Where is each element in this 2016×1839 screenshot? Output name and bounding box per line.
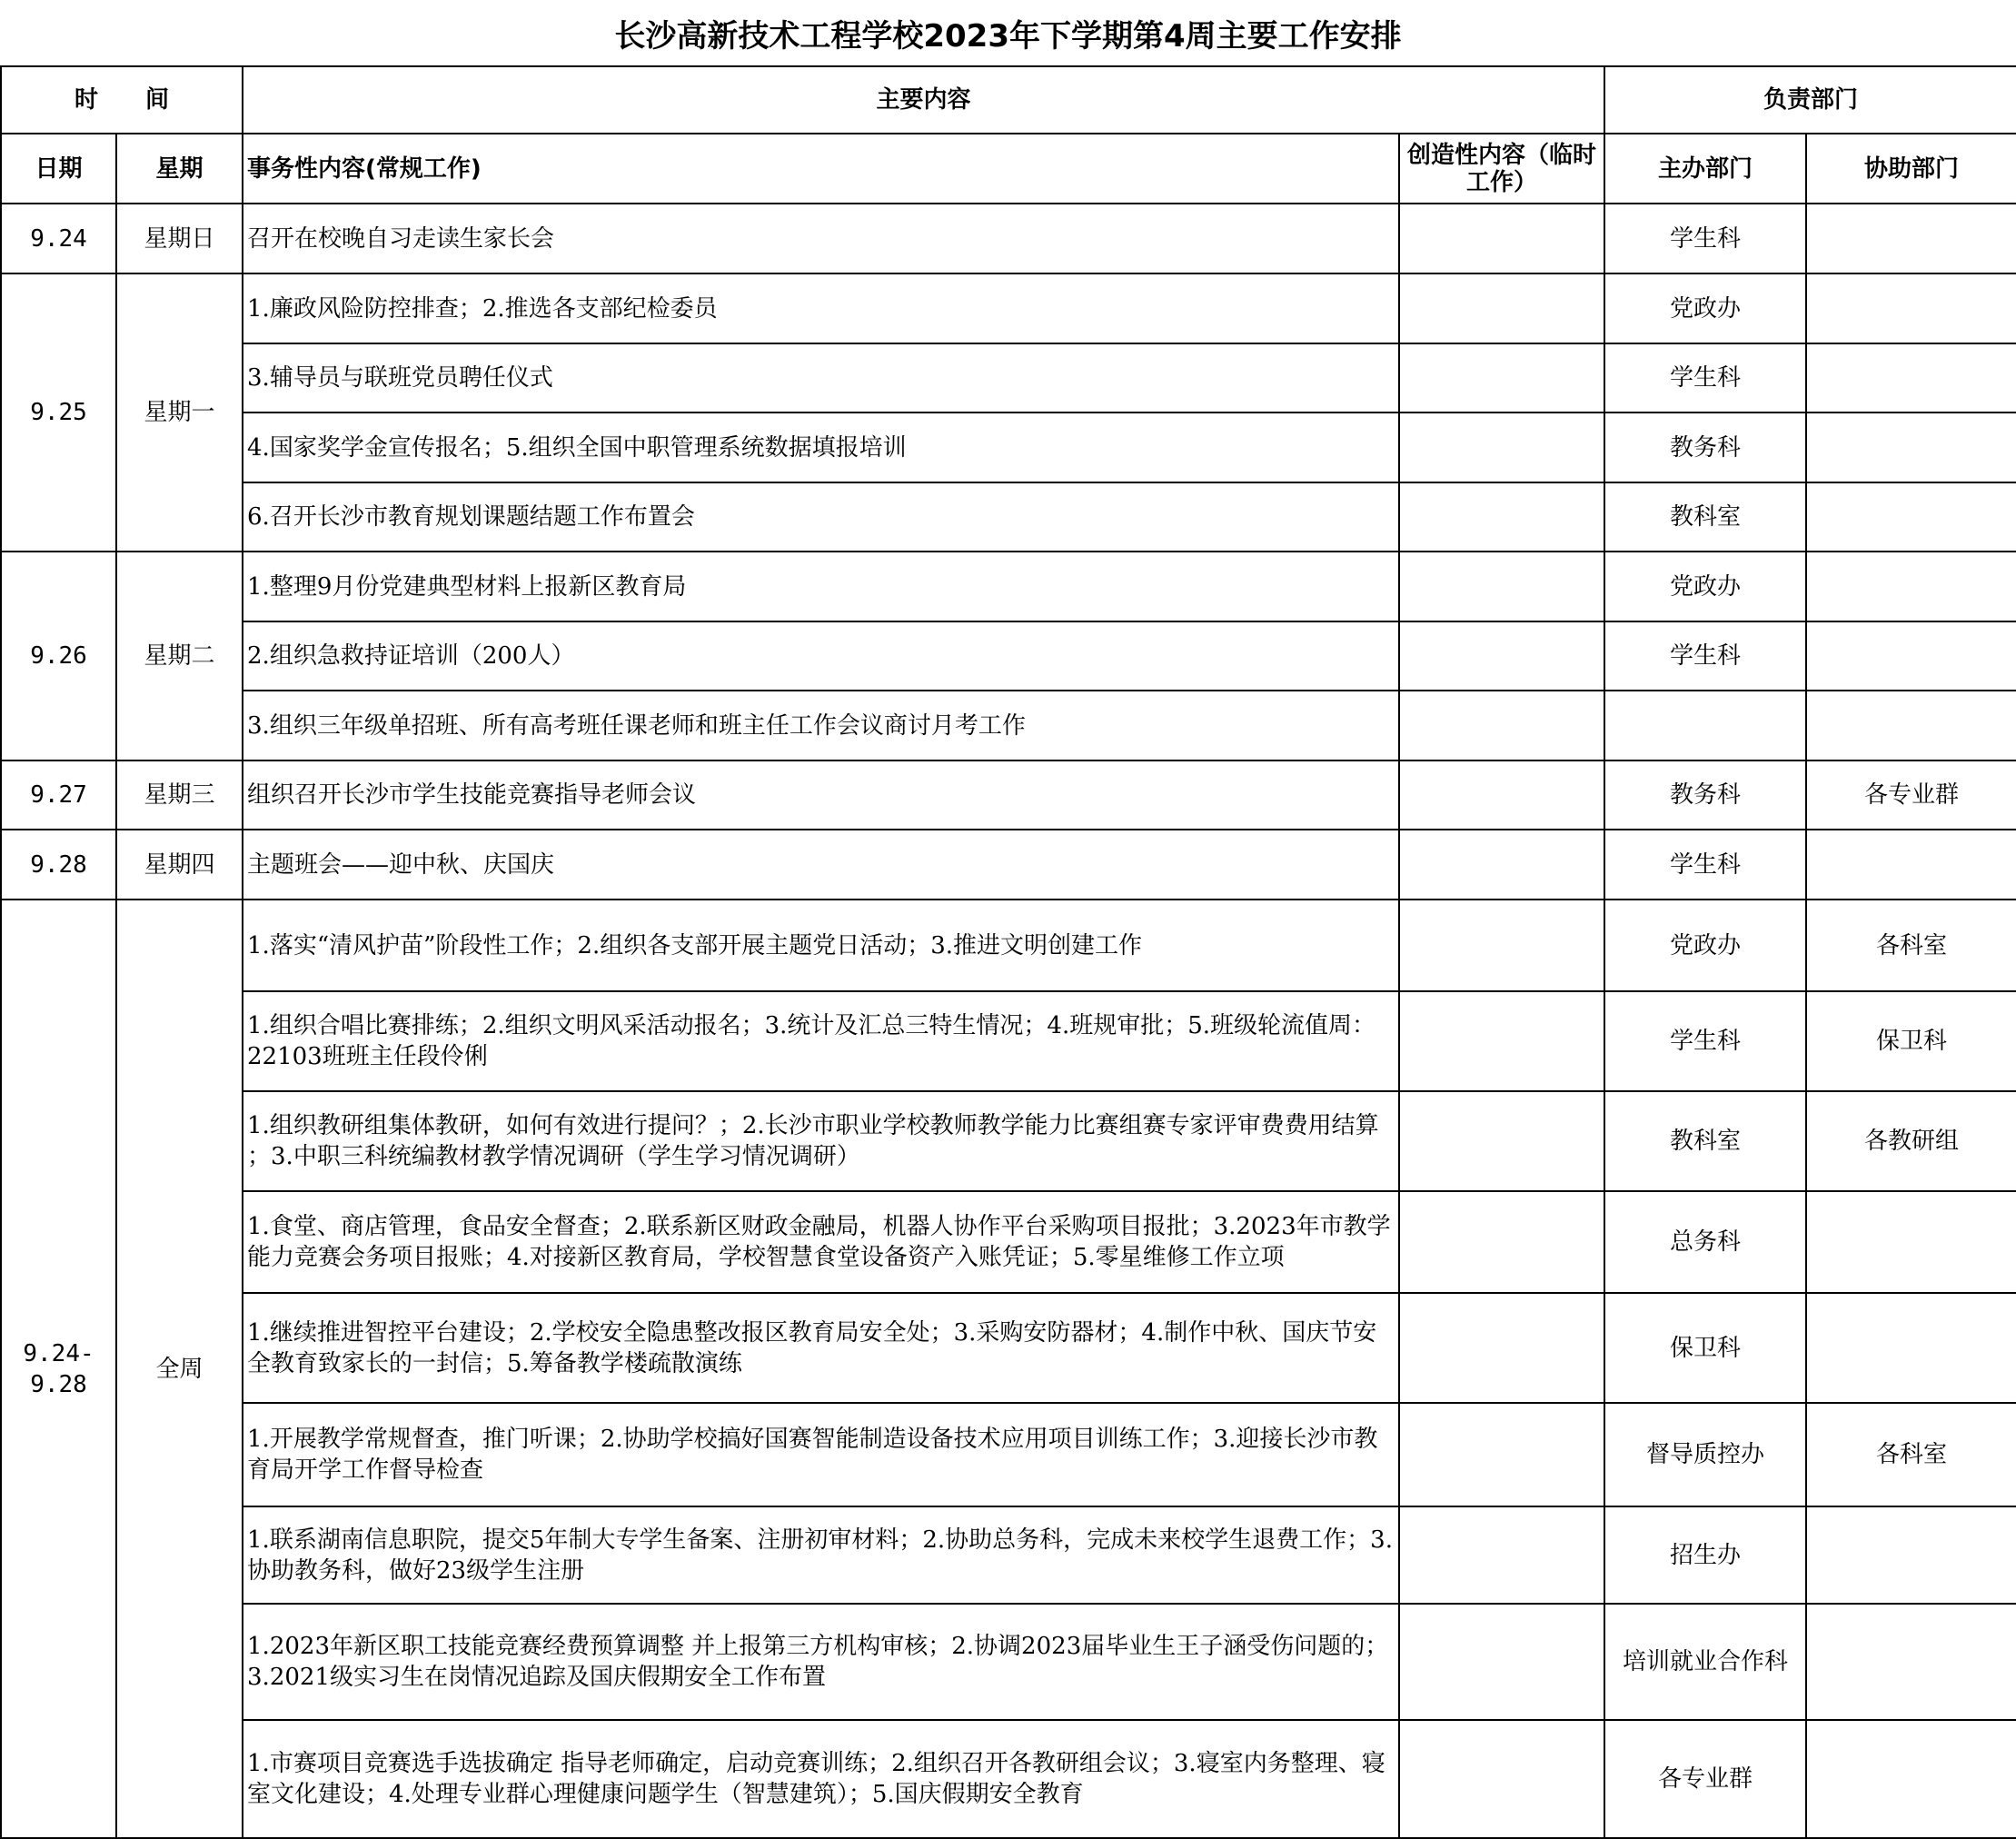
creative-cell [1399,413,1604,482]
creative-cell [1399,621,1604,691]
content-cell: 3.辅导员与联班党员聘任仪式 [243,343,1399,413]
assist-cell [1806,1720,2016,1838]
date-cell: 9.27 [1,760,116,830]
assist-cell [1806,1191,2016,1293]
host-cell: 党政办 [1604,552,1806,621]
table-row [1,552,2016,621]
table-row [1,204,2016,273]
creative-cell [1399,1191,1604,1293]
assist-cell [1806,482,2016,552]
table-row [1,343,2016,413]
host-cell: 保卫科 [1604,1293,1806,1403]
table-row [1,1604,2016,1720]
table-row [1,413,2016,482]
host-cell: 教科室 [1604,1091,1806,1191]
creative-cell [1399,1403,1604,1506]
table-row [1,1720,2016,1838]
table-row [1,1506,2016,1604]
creative-cell [1399,1720,1604,1838]
assist-cell [1806,1293,2016,1403]
weekday-cell: 星期三 [116,760,243,830]
page-title: 长沙高新技术工程学校2023年下学期第4周主要工作安排 [614,17,1402,55]
table-row [1,1091,2016,1191]
creative-cell [1399,1506,1604,1604]
header-routine: 事务性内容(常规工作) [243,134,1399,204]
content-cell: 6.召开长沙市教育规划课题结题工作布置会 [243,482,1399,552]
header-row-2 [1,134,2016,204]
host-cell [1604,691,1806,760]
header-dept: 负责部门 [1604,66,2016,134]
creative-cell [1399,343,1604,413]
assist-cell: 各科室 [1806,1403,2016,1506]
date-cell: 9.25 [1,273,116,552]
table-row [1,830,2016,900]
weekday-cell: 星期二 [116,552,243,760]
assist-cell [1806,273,2016,343]
assist-cell: 保卫科 [1806,991,2016,1091]
weekday-cell: 全周 [116,900,243,1838]
creative-cell [1399,1604,1604,1720]
table-row [1,1293,2016,1403]
content-cell: 1.落实“清风护苗”阶段性工作；2.组织各支部开展主题党日活动；3.推进文明创建工作 [243,900,1399,991]
assist-cell [1806,621,2016,691]
content-cell: 1.组织教研组集体教研，如何有效进行提问？；2.长沙市职业学校教师教学能力比赛组赛专家评审费费用结算 ；3.中职三科统编教材教学情况调研（学生学习情况调研） [243,1091,1399,1191]
assist-cell [1806,830,2016,900]
table-row [1,273,2016,343]
header-date: 日期 [1,134,116,204]
date-cell: 9.24 [1,204,116,273]
creative-cell [1399,1293,1604,1403]
date-cell: 9.24-9.28 [1,900,116,1838]
weekday-cell: 星期一 [116,273,243,552]
assist-cell [1806,552,2016,621]
weekday-cell: 星期四 [116,830,243,900]
assist-cell: 各科室 [1806,900,2016,991]
content-cell: 1.市赛项目竞赛选手选拔确定 指导老师确定，启动竞赛训练；2.组织召开各教研组会议；3.寝室内务整理、寝室文化建设；4.处理专业群心理健康问题学生（智慧建筑）；5.国庆假期安全教育 [243,1720,1399,1838]
header-main-content: 主要内容 [243,66,1604,134]
header-time: 时 间 [1,66,243,134]
host-cell: 教科室 [1604,482,1806,552]
date-cell: 9.26 [1,552,116,760]
content-cell: 2.组织急救持证培训（200人） [243,621,1399,691]
content-cell: 主题班会——迎中秋、庆国庆 [243,830,1399,900]
content-cell: 1.组织合唱比赛排练；2.组织文明风采活动报名；3.统计及汇总三特生情况；4.班规审批；5.班级轮流值周：22103班班主任段伶俐 [243,991,1399,1091]
table-row [1,991,2016,1091]
content-cell: 1.联系湖南信息职院，提交5年制大专学生备案、注册初审材料；2.协助总务科，完成未来校学生退费工作；3.协助教务科，做好23级学生注册 [243,1506,1399,1604]
header-creative: 创造性内容（临时工作） [1399,134,1604,204]
content-cell: 1.2023年新区职工技能竞赛经费预算调整 并上报第三方机构审核；2.协调2023届毕业生王子涵受伤问题的；3.2021级实习生在岗情况追踪及国庆假期安全工作布置 [243,1604,1399,1720]
assist-cell [1806,691,2016,760]
assist-cell [1806,204,2016,273]
assist-cell: 各专业群 [1806,760,2016,830]
content-cell: 1.廉政风险防控排查；2.推选各支部纪检委员 [243,273,1399,343]
assist-cell [1806,343,2016,413]
creative-cell [1399,273,1604,343]
host-cell: 党政办 [1604,273,1806,343]
content-cell: 组织召开长沙市学生技能竞赛指导老师会议 [243,760,1399,830]
assist-cell [1806,1604,2016,1720]
creative-cell [1399,204,1604,273]
content-cell: 召开在校晚自习走读生家长会 [243,204,1399,273]
assist-cell: 各教研组 [1806,1091,2016,1191]
host-cell: 学生科 [1604,830,1806,900]
creative-cell [1399,482,1604,552]
host-cell: 培训就业合作科 [1604,1604,1806,1720]
header-weekday: 星期 [116,134,243,204]
table-row [1,621,2016,691]
content-cell: 1.整理9月份党建典型材料上报新区教育局 [243,552,1399,621]
assist-cell [1806,1506,2016,1604]
host-cell: 督导质控办 [1604,1403,1806,1506]
host-cell: 学生科 [1604,343,1806,413]
host-cell: 学生科 [1604,621,1806,691]
schedule-table [0,65,2016,1839]
host-cell: 教务科 [1604,413,1806,482]
header-row-1 [1,66,2016,134]
table-row [1,900,2016,991]
content-cell: 1.食堂、商店管理，食品安全督查；2.联系新区财政金融局，机器人协作平台采购项目报批；3.2023年市教学能力竞赛会务项目报账；4.对接新区教育局，学校智慧食堂设备资产入账凭证；5.零星维修工作立项 [243,1191,1399,1293]
host-cell: 各专业群 [1604,1720,1806,1838]
weekday-cell: 星期日 [116,204,243,273]
content-cell: 3.组织三年级单招班、所有高考班任课老师和班主任工作会议商讨月考工作 [243,691,1399,760]
table-row [1,482,2016,552]
table-row [1,1403,2016,1506]
host-cell: 党政办 [1604,900,1806,991]
creative-cell [1399,760,1604,830]
content-cell: 1.继续推进智控平台建设；2.学校安全隐患整改报区教育局安全处；3.采购安防器材；4.制作中秋、国庆节安全教育致家长的一封信；5.筹备教学楼疏散演练 [243,1293,1399,1403]
content-cell: 1.开展教学常规督查，推门听课；2.协助学校搞好国赛智能制造设备技术应用项目训练工作；3.迎接长沙市教育局开学工作督导检查 [243,1403,1399,1506]
host-cell: 学生科 [1604,991,1806,1091]
creative-cell [1399,830,1604,900]
date-cell: 9.28 [1,830,116,900]
assist-cell [1806,413,2016,482]
creative-cell [1399,691,1604,760]
creative-cell [1399,900,1604,991]
table-row [1,1191,2016,1293]
host-cell: 教务科 [1604,760,1806,830]
content-cell: 4.国家奖学金宣传报名；5.组织全国中职管理系统数据填报培训 [243,413,1399,482]
host-cell: 招生办 [1604,1506,1806,1604]
creative-cell [1399,991,1604,1091]
table-row [1,760,2016,830]
creative-cell [1399,1091,1604,1191]
header-assist: 协助部门 [1806,134,2016,204]
creative-cell [1399,552,1604,621]
host-cell: 学生科 [1604,204,1806,273]
host-cell: 总务科 [1604,1191,1806,1293]
table-row [1,691,2016,760]
header-host: 主办部门 [1604,134,1806,204]
